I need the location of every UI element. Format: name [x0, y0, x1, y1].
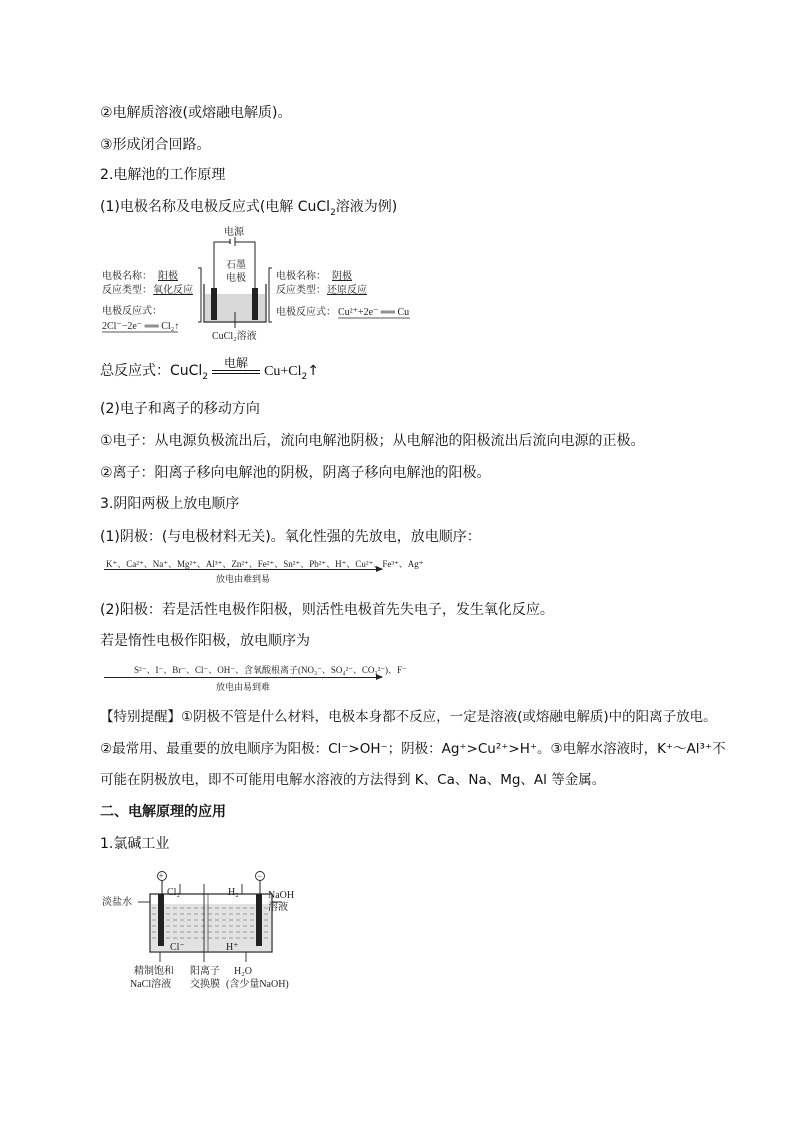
right-name-label: 电极名称： [276, 271, 326, 282]
arrow-line [212, 373, 260, 374]
negative-sign: − [257, 871, 263, 881]
text-line-electrons: ①电子：从电源负极流出后，流向电解池阴极；从电解池的阳极流出后流向电源的正极。 [100, 433, 645, 449]
anode-ion-sequence: S²⁻、I⁻、Br⁻、Cl⁻、OH⁻、含氧酸根离子(NO₃⁻、SO₄²⁻、CO₃²⁻)、F⁻ [134, 665, 407, 675]
cathode-reaction-type: 还原反应 [327, 285, 367, 296]
cathode-sequence-caption: 放电由难到易 [215, 575, 270, 585]
total-reaction [100, 356, 319, 386]
h2-label: H₂ [228, 887, 239, 898]
tip-line-3: 可能在阴极放电，即不可能用电解水溶液的方法得到 K、Ca、Na、Mg、Al 等金属。 [100, 772, 606, 788]
text-part: 溶液为例) [335, 199, 398, 215]
membrane-label-1: 阳离子 [190, 966, 220, 977]
brine [151, 904, 271, 951]
chloride-ion-label: Cl⁻ [170, 942, 185, 953]
cl2-label: Cl₂ [167, 887, 180, 898]
cathode-equation: Cu²⁺+2e⁻ ══ Cu [338, 307, 410, 318]
section-heading-working-principle: 2.电解池的工作原理 [100, 167, 226, 183]
section-heading-discharge-order: 3.阴阳两极上放电顺序 [100, 496, 240, 512]
electrolysis-cell-diagram [100, 222, 420, 352]
right-eq-label: 电极反应式： [276, 307, 336, 318]
text-line-closed-circuit: ③形成闭合回路。 [100, 137, 211, 153]
inlet-left-label-1: 精制饱和 [134, 966, 174, 977]
left-brace [198, 268, 201, 322]
naoh-solution-label: 溶液 [268, 902, 288, 913]
solution-label: CuCl₂溶液 [212, 331, 257, 342]
total-reaction-label: 总反应式：CuCl [100, 363, 203, 379]
text-line-electrode-names [100, 198, 397, 222]
section-heading-chlor-alkali: 1.氯碱工业 [100, 836, 170, 852]
section-heading-applications: 二、电解原理的应用 [100, 804, 226, 820]
right-brace [269, 268, 272, 322]
section-heading-movement: (2)电子和离子的移动方向 [100, 401, 260, 417]
condition-label: 电解 [224, 356, 249, 370]
text-line-electrolyte: ②电解质溶液(或熔融电解质)。 [100, 105, 292, 121]
graphite-label: 石墨 [226, 260, 246, 271]
anode-sequence-caption: 放电由易到难 [215, 683, 270, 693]
inlet-left-label-2: NaCl溶液 [130, 979, 172, 990]
water-label: H₂O [234, 966, 252, 977]
arrow-line [212, 370, 260, 371]
cathode-electrode [252, 288, 258, 320]
left-type-label: 反应类型： [102, 285, 152, 296]
hydrogen-ion-label: H⁺ [226, 942, 239, 953]
text-line-ions: ②离子：阳离子移向电解池的阴极，阴离子移向电解池的阳极。 [100, 465, 491, 481]
naoh-label: NaOH [268, 890, 295, 901]
cathode-sequence-arrow [104, 569, 382, 570]
text-line-inert-anode: 若是惰性电极作阳极，放电顺序为 [100, 633, 310, 649]
products: Cu+Cl [264, 364, 302, 379]
electrode-label: 电极 [226, 273, 246, 284]
membrane-label-2: 交换膜 [190, 979, 220, 990]
subscript: 2 [202, 371, 209, 382]
left-eq-label: 电极反应式： [102, 306, 162, 317]
power-source-label: 电源 [224, 227, 244, 238]
cathode-name: 阴极 [332, 271, 352, 282]
right-type-label: 反应类型： [276, 285, 326, 296]
water-note-label: (含少量NaOH) [226, 979, 289, 990]
anode-electrode [158, 894, 164, 946]
chlor-alkali-diagram [100, 864, 330, 1004]
anode-electrode [211, 288, 217, 320]
text-line-active-anode: (2)阳极：若是活性电极作阳极，则活性电极首先失电子，发生氧化反应。 [100, 602, 554, 618]
gas-arrow: ↑ [307, 363, 319, 379]
cathode-electrode [256, 894, 262, 946]
text-line-cathode: (1)阴极：(与电极材料无关)。氧化性强的先放电，放电顺序： [100, 529, 481, 545]
anode-sequence-arrow [104, 677, 382, 678]
anode-reaction-type: 氧化反应 [153, 285, 193, 296]
anode-name: 阳极 [158, 271, 178, 282]
reaction-arrow [212, 356, 260, 378]
positive-sign: + [158, 871, 164, 881]
tip-line-2: ②最常用、最重要的放电顺序为阳极：Cl⁻>OH⁻；阴极：Ag⁺>Cu²⁺>H⁺。③电解水溶液时，K⁺～Al³⁺不 [100, 741, 726, 757]
text-part: (1)电极名称及电极反应式(电解 CuCl [100, 199, 331, 215]
anode-equation: 2Cl⁻−2e⁻ ══ Cl₂↑ [102, 321, 180, 332]
subscript: 2 [330, 207, 336, 218]
left-name-label: 电极名称： [102, 271, 152, 282]
cathode-ion-sequence: K⁺、Ca²⁺、Na⁺、Mg²⁺、Al³⁺、Zn²⁺、Fe²⁺、Sn²⁺、Pb²⁺、H⁺、Cu²⁺、Fe³⁺、Ag⁺ [106, 559, 424, 569]
tip-line-1: 【特别提醒】①阴极不管是什么材料，电极本身都不反应，一定是溶液(或熔融电解质)中的阳离子放电。 [100, 709, 717, 725]
subscript: 2 [301, 371, 308, 382]
dilute-brine-label: 淡盐水 [102, 897, 132, 908]
